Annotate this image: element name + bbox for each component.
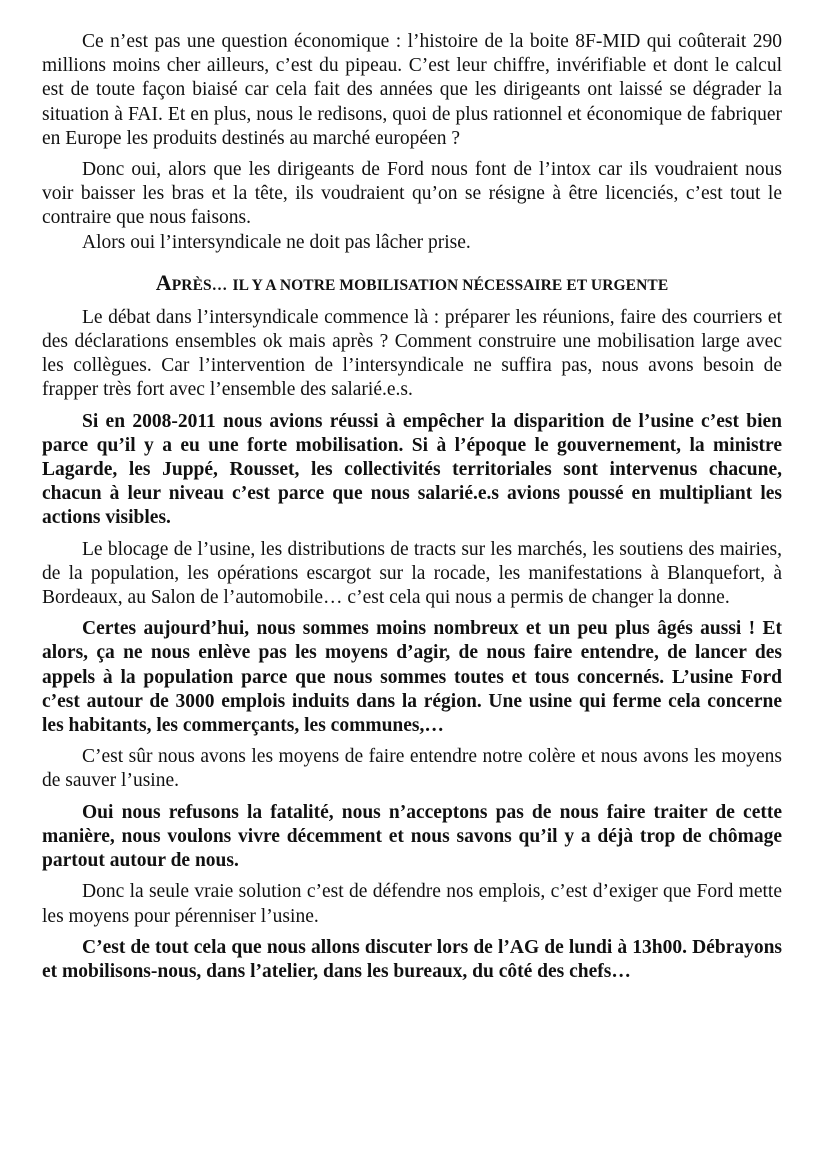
paragraph-colere: C’est sûr nous avons les moyens de faire entendre notre colère et nous avons les moyens de sauver l’usine. xyxy=(42,746,782,792)
paragraph-ag-call: C’est de tout cela que nous allons discuter lors de l’AG de lundi à 13h00. Débrayons et mobilisons-nous, dans l’atelier, dans les bureaux, du côté des chefs… xyxy=(42,936,782,982)
paragraph-actions: Le blocage de l’usine, les distributions de tracts sur les marchés, les soutiens des mairies, de la population, les opérations escargot sur la rocade, les manifestations à Blanquefort, à Bordeaux, au Salon de l’automobile… c’est cela qui nous a permis de changer la donne. xyxy=(42,538,782,609)
heading-rest: IL Y A NOTRE MOBILISATION NÉCESSAIRE ET URGENTE xyxy=(232,276,669,294)
paragraph-intox: Donc oui, alors que les dirigeants de Ford nous font de l’intox car ils voudraient nous voir baisser les bras et la tête, ils voudraient qu’on se résigne à être licenciés, c’est tout le contraire que nous faisons. xyxy=(42,159,782,229)
paragraph-debate: Le débat dans l’intersyndicale commence là : préparer les réunions, faire des courriers et des déclarations ensembles ok mais après ? Comment construire une mobilisation large avec les collègues. Car l’intervention de l’intersyndicale ne suffira pas, nous avons besoin de frapper très fort avec l’ensemble des salarié.e.s. xyxy=(42,306,782,401)
paragraph-fatalite: Oui nous refusons la fatalité, nous n’acceptons pas de nous faire traiter de cette manière, nous voulons vivre décemment et nous savons qu’il y a déjà trop de chômage partout autour de nous. xyxy=(42,801,782,872)
paragraph-solution: Donc la seule vraie solution c’est de défendre nos emplois, c’est d’exiger que Ford mette les moyens pour pérenniser l’usine. xyxy=(42,881,782,927)
paragraph-intersyndicale: Alors oui l’intersyndicale ne doit pas lâcher prise. xyxy=(82,231,471,253)
heading-initial: A xyxy=(155,269,172,295)
document-page xyxy=(42,30,782,984)
paragraph-economic-argument: Ce n’est pas une question économique : l’histoire de la boite 8F-MID qui coûterait 290 millions moins cher ailleurs, c’est du pipeau. C’est leur chiffre, invérifiable et dont le calcul est de toute façon biaisé car cela fait des années que les dirigeants ont laissé se dégrader la situation à FAI. Et en plus, nous le redisons, quoi de plus rationnel et économique de fabriquer en Europe les produits destinés au marché européen ? xyxy=(42,31,782,149)
section-heading xyxy=(42,271,782,298)
paragraph-2008-2011: Si en 2008-2011 nous avions réussi à empêcher la disparition de l’usine c’est bien parce qu’il y a eu une forte mobilisation. Si à l’époque le gouvernement, la ministre Lagarde, les Juppé, Rousset, les collectivités territoriales sont intervenus chacune, chacun à leur niveau c’est parce que nous salarié.e.s avions poussé en multipliant les actions visibles. xyxy=(42,410,782,529)
paragraph-certes: Certes aujourd’hui, nous sommes moins nombreux et un peu plus âgés aussi ! Et alors, ça ne nous enlève pas les moyens d’agir, de nous faire entendre, de lancer des appels à la population parce que nous sommes toutes et tous concernés. L’usine Ford c’est autour de 3000 emplois induits dans la région. Une usine qui ferme cela concerne les habitants, les commerçants, les communes,… xyxy=(42,618,782,737)
heading-first-word: PRÈS… xyxy=(171,276,228,294)
